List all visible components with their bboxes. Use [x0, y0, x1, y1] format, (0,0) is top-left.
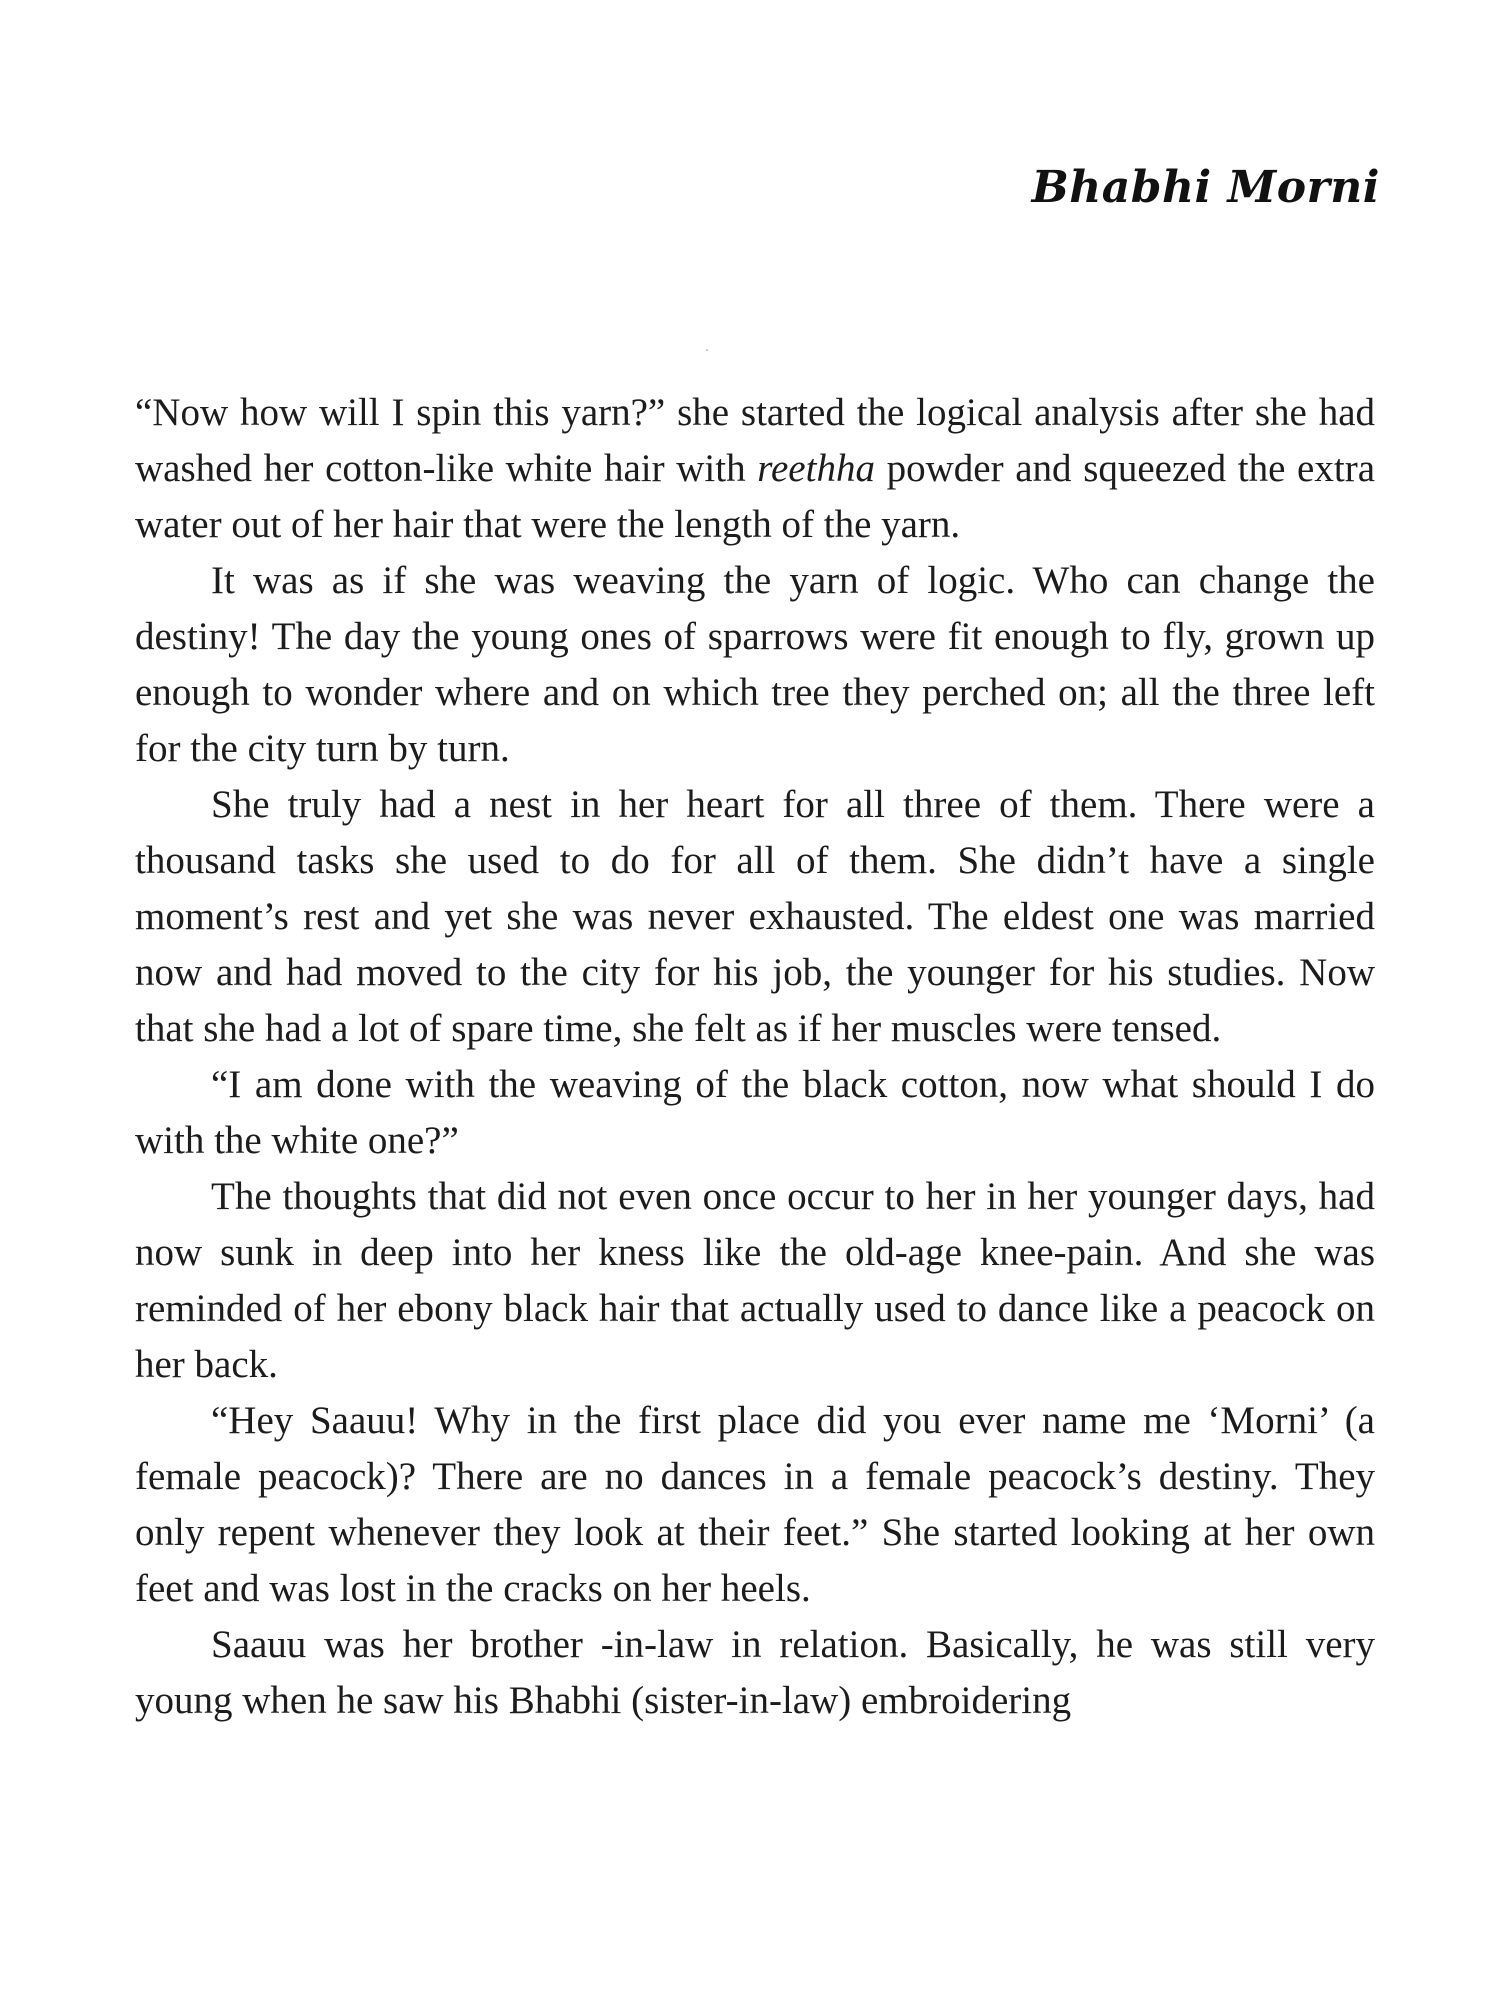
paragraph: The thoughts that did not even once occur to her in her younger days, had now sunk in deep into her kness like the old-age knee-pain. And she was reminded of her ebony black hair that actually used to dance like a peacock on her back. — [135, 1175, 1375, 1386]
scan-speck — [706, 349, 708, 351]
paragraph-text: powder and squeezed the extra water out of her hair that were the length of the yarn. — [135, 447, 1376, 546]
paragraph — [135, 385, 1375, 553]
italic-term: reethha — [757, 447, 875, 490]
paragraph: “I am done with the weaving of the black cotton, now what should I do with the white one?” — [135, 1063, 1375, 1162]
chapter-title: Bhabhi Morni — [1031, 162, 1380, 213]
paragraph-text: “Now how will I spin this yarn?” she started the logical analysis after she had washed her cotton-like white hair with — [135, 391, 1375, 490]
paragraph: She truly had a nest in her heart for all three of them. There were a thousand tasks she used to do for all of them. She didn’t have a single moment’s rest and yet she was never exhausted. The eldest one was married now and had moved to the city for his job, the younger for his studies. Now that she had a lot of spare time, she felt as if her muscles were tensed. — [135, 783, 1375, 1050]
paragraph: It was as if she was weaving the yarn of logic. Who can change the destiny! The day the young ones of sparrows were fit enough to fly, grown up enough to wonder where and on which tree they perched on; all the three left for the city turn by turn. — [135, 559, 1375, 770]
paragraph: “Hey Saauu! Why in the first place did you ever name me ‘Morni’ (a female peacock)? There are no dances in a female peacock’s destiny. They only repent whenever they look at their feet.” She started looking at her own feet and was lost in the cracks on her heels. — [135, 1399, 1375, 1610]
chapter-body — [135, 385, 1375, 1729]
paragraph: Saauu was her brother -in-law in relation. Basically, he was still very young when he saw his Bhabhi (sister-in-law) embroidering — [135, 1623, 1375, 1722]
